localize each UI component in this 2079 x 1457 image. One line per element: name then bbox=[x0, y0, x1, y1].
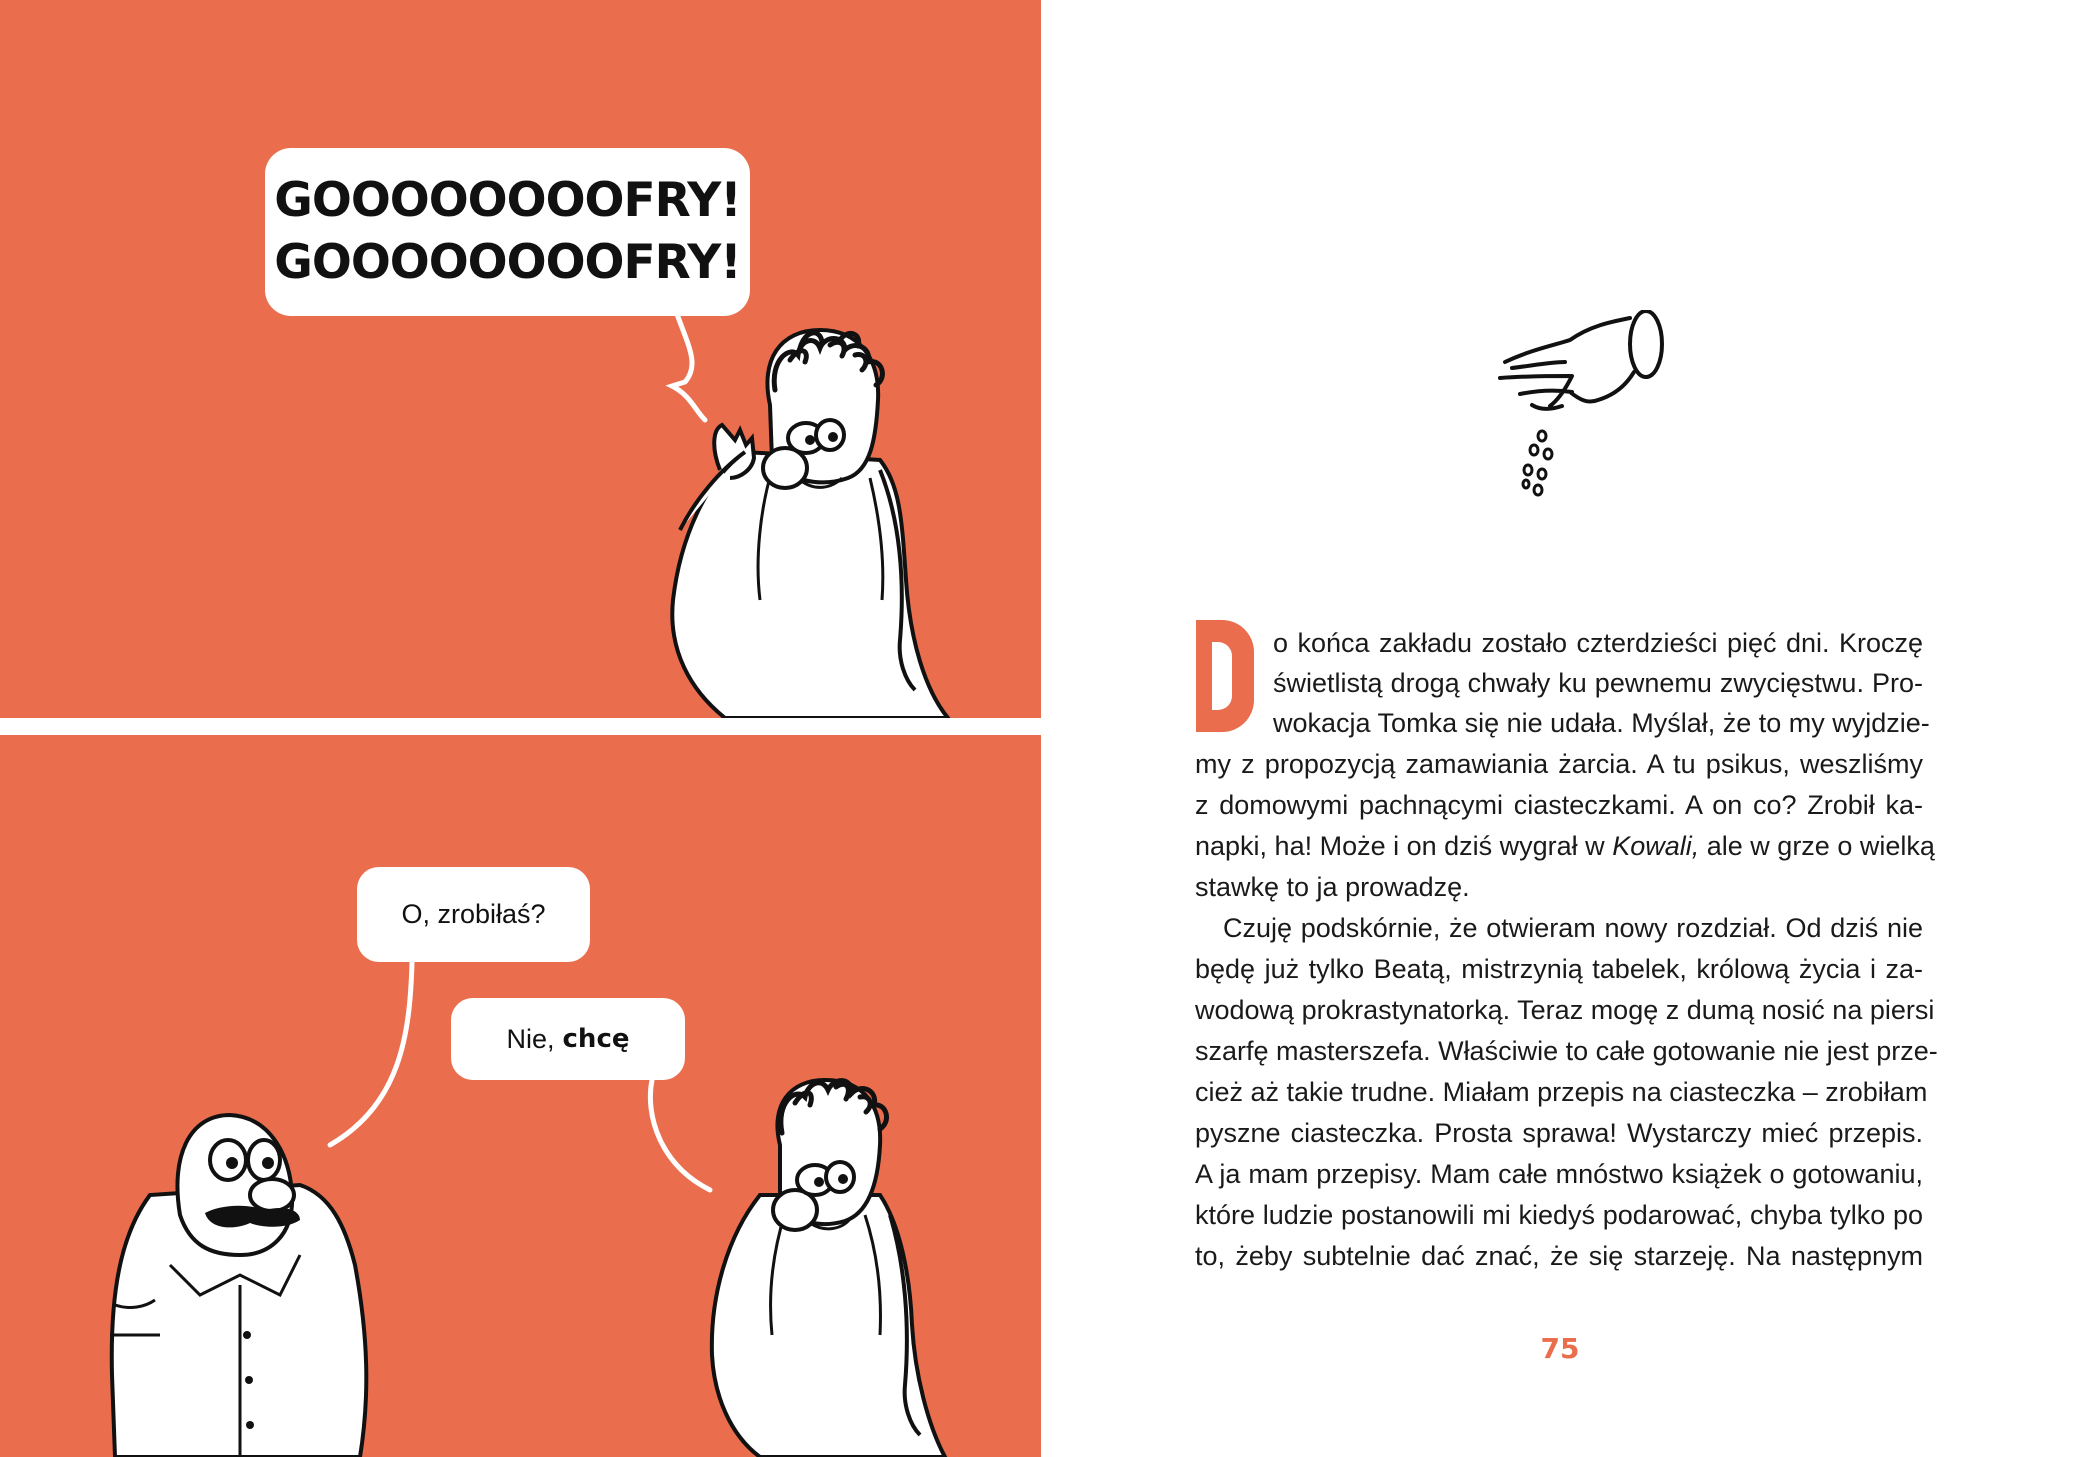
comic-panel-bottom bbox=[0, 735, 1041, 1457]
page-number: 75 bbox=[1540, 1332, 1580, 1365]
body-line-10: wodową prokrastynatorką. Teraz mogę z dumą nosić na piersi bbox=[1195, 995, 1935, 1025]
body-line-3: wokacja Tomka się nie udała. Myślał, że to my wyjdzie- bbox=[1273, 708, 1930, 738]
body-line-5: z domowymi pachnącymi ciasteczkami. A on co? Zrobił ka- bbox=[1195, 790, 1923, 820]
bubble-answer-plain: Nie, bbox=[506, 1023, 555, 1054]
body-line-13: pyszne ciasteczka. Prosta sprawa! Wystarczy mieć przepis. bbox=[1195, 1118, 1923, 1148]
body-line-15: które ludzie postanowili mi kiedyś podarować, chyba tylko po bbox=[1195, 1200, 1923, 1230]
comic-panel-top bbox=[0, 0, 1041, 718]
speech-bubble-question bbox=[357, 867, 590, 962]
salt-pinch-hand-icon bbox=[1470, 310, 1680, 510]
body-line-9: będę już tylko Beatą, mistrzynią tabelek, królową życia i za- bbox=[1195, 954, 1923, 984]
drop-cap bbox=[1196, 620, 1254, 732]
woman-waving-illustration bbox=[0, 0, 1041, 718]
body-line-2: świetlistą drogą chwały ku pewnemu zwycięstwu. Pro- bbox=[1273, 668, 1923, 698]
bubble-line-2: GOOOOOOOOFRY! bbox=[274, 235, 741, 290]
body-line-7: stawkę to ja prowadzę. bbox=[1195, 872, 1470, 902]
body-line-1: o końca zakładu zostało czterdzieści pięć dni. Kroczę bbox=[1273, 628, 1923, 658]
body-line-12: cież aż takie trudne. Miałam przepis na ciasteczka – zrobiłam bbox=[1195, 1077, 1928, 1107]
body-line-8: Czuję podskórnie, że otwieram nowy rozdział. Od dziś nie bbox=[1223, 913, 1923, 943]
body-line-6-italic: Kowali, bbox=[1612, 831, 1700, 861]
speech-bubble-gofry bbox=[265, 148, 750, 316]
speech-bubble-answer bbox=[451, 998, 685, 1080]
drop-cap-letter bbox=[1196, 620, 1197, 621]
body-line-4: my z propozycją zamawiania żarcia. A tu psikus, weszliśmy bbox=[1195, 749, 1923, 779]
body-line-11: szarfę masterszefa. Właściwie to całe gotowanie nie jest prze- bbox=[1195, 1036, 1938, 1066]
body-line-14: A ja mam przepisy. Mam całe mnóstwo książek o gotowaniu, bbox=[1195, 1159, 1923, 1189]
bubble-line-1: GOOOOOOOOFRY! bbox=[274, 173, 741, 228]
man-and-woman-illustration bbox=[0, 735, 1041, 1457]
body-line-6 bbox=[1195, 826, 1935, 866]
body-line-16: to, żeby subtelnie dać znać, że się starzeję. Na następnym bbox=[1195, 1241, 1923, 1271]
body-line-6-b: ale w grze o wielką bbox=[1706, 831, 1935, 861]
body-line-6-a: napki, ha! Może i on dziś wygrał w bbox=[1195, 831, 1605, 861]
bubble-answer-bold: chcę bbox=[562, 1024, 630, 1054]
bubble-question-text: O, zrobiłaś? bbox=[401, 899, 546, 929]
